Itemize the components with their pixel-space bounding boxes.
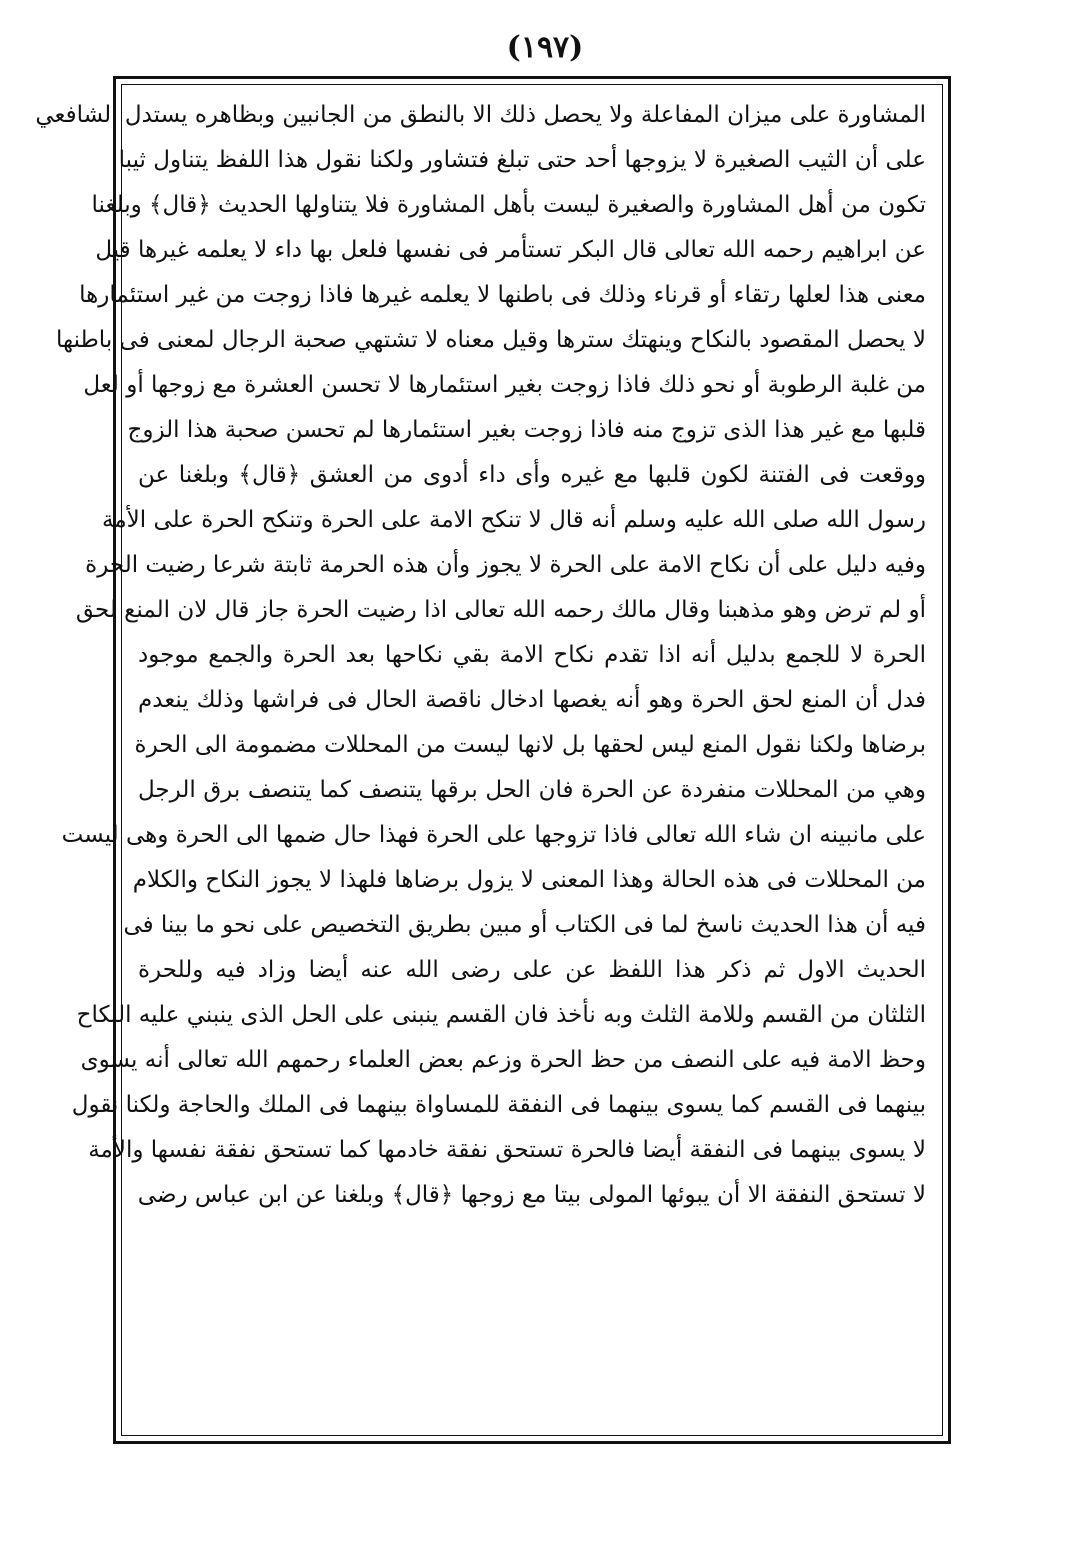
text-line: ووقعت فى الفتنة لكون قلبها مع غيره وأى داء أدوى من العشق ﴿قال﴾ وبلغنا عن xyxy=(138,462,926,488)
text-line: فيه أن هذا الحديث ناسخ لما فى الكتاب أو مبين بطريق التخصيص على نحو ما بينا فى xyxy=(123,912,926,938)
text-line: من المحللات فى هذه الحالة وهذا المعنى لا يزول برضاها فلهذا لا يجوز النكاح والكلام xyxy=(132,867,926,893)
text-line: لا تستحق النفقة الا أن يبوئها المولى بيتا مع زوجها ﴿قال﴾ وبلغنا عن ابن عباس رضى xyxy=(137,1182,926,1208)
text-body xyxy=(35,93,926,1218)
text-line: عن ابراهيم رحمه الله تعالى قال البكر تستأمر فى نفسها فلعل بها داء لا يعلمه غيرها قيل xyxy=(95,237,926,263)
text-line: الحديث الاول ثم ذكر هذا اللفظ عن على رضى الله عنه أيضا وزاد فيه وللحرة xyxy=(138,957,926,983)
text-line: وهي من المحللات منفردة عن الحرة فان الحل برقها يتنصف كما يتنصف برق الرجل xyxy=(138,777,926,803)
text-line: لا يسوى بينهما فى النفقة أيضا فالحرة تستحق نفقة خادمها كما تستحق نفقة نفسها والأمة xyxy=(88,1137,926,1163)
text-line: فدل أن المنع لحق الحرة وهو أنه يغصها ادخال ناقصة الحال فى فراشها وذلك ينعدم xyxy=(138,687,926,713)
text-line: تكون من أهل المشاورة والصغيرة ليست بأهل المشاورة فلا يتناولها الحديث ﴿قال﴾ وبلغنا xyxy=(91,192,926,218)
text-line: من غلبة الرطوبة أو نحو ذلك فاذا زوجت بغير استئمارها لا تحسن العشرة مع زوجها أو لعل xyxy=(83,372,926,398)
text-line: رسول الله صلى الله عليه وسلم أنه قال لا تنكح الامة على الحرة وتنكح الحرة على الأمة xyxy=(101,507,926,533)
text-line: بينهما فى القسم كما يسوى بينهما فى النفقة للمساواة بينهما فى الملك والحاجة ولكنا نقول xyxy=(71,1092,926,1118)
text-line: الحرة لا للجمع بدليل أنه اذا تقدم نكاح الامة بقي نكاحها بعد الحرة والجمع موجود xyxy=(138,642,926,668)
text-line: أو لم ترض وهو مذهبنا وقال مالك رحمه الله تعالى اذا رضيت الحرة جاز قال لان المنع لحق xyxy=(75,597,926,623)
text-line: على أن الثيب الصغيرة لا يزوجها أحد حتى تبلغ فتشاور ولكنا نقول هذا اللفظ يتناول ثيبا xyxy=(118,147,926,173)
text-line: معنى هذا لعلها رتقاء أو قرناء وذلك فى باطنها لا يعلمه غيرها فاذا زوجت من غير استئمارها xyxy=(79,282,926,308)
page-frame xyxy=(35,76,951,1444)
text-line: لا يحصل المقصود بالنكاح وينهتك سترها وقيل معناه لا تشتهي صحبة الرجال لمعنى فى باطنها xyxy=(55,327,926,353)
text-line: وفيه دليل على أن نكاح الامة على الحرة لا يجوز وأن هذه الحرمة ثابتة شرعا رضيت الحرة xyxy=(85,552,926,578)
text-line: المشاورة على ميزان المفاعلة ولا يحصل ذلك الا بالنطق من الجانبين وبظاهره يستدل الشافعي xyxy=(35,102,926,128)
text-line: وحظ الامة فيه على النصف من حظ الحرة وزعم بعض العلماء رحمهم الله تعالى أنه يسوى xyxy=(80,1047,926,1073)
text-line: قلبها مع غير هذا الذى تزوج منه فاذا زوجت بغير استئمارها لم تحسن صحبة هذا الزوج xyxy=(127,417,926,443)
text-line: الثلثان من القسم وللامة الثلث وبه نأخذ فان القسم ينبنى على الحل الذى ينبني عليه النكاح xyxy=(76,1002,926,1028)
text-line: برضاها ولكنا نقول المنع ليس لحقها بل لانها ليست من المحللات مضمومة الى الحرة xyxy=(134,732,926,758)
text-line: على مانبينه ان شاء الله تعالى فاذا تزوجها على الحرة فهذا حال ضمها الى الحرة وهى ليست xyxy=(61,822,926,848)
page-number: (١٩٧) xyxy=(506,30,584,65)
